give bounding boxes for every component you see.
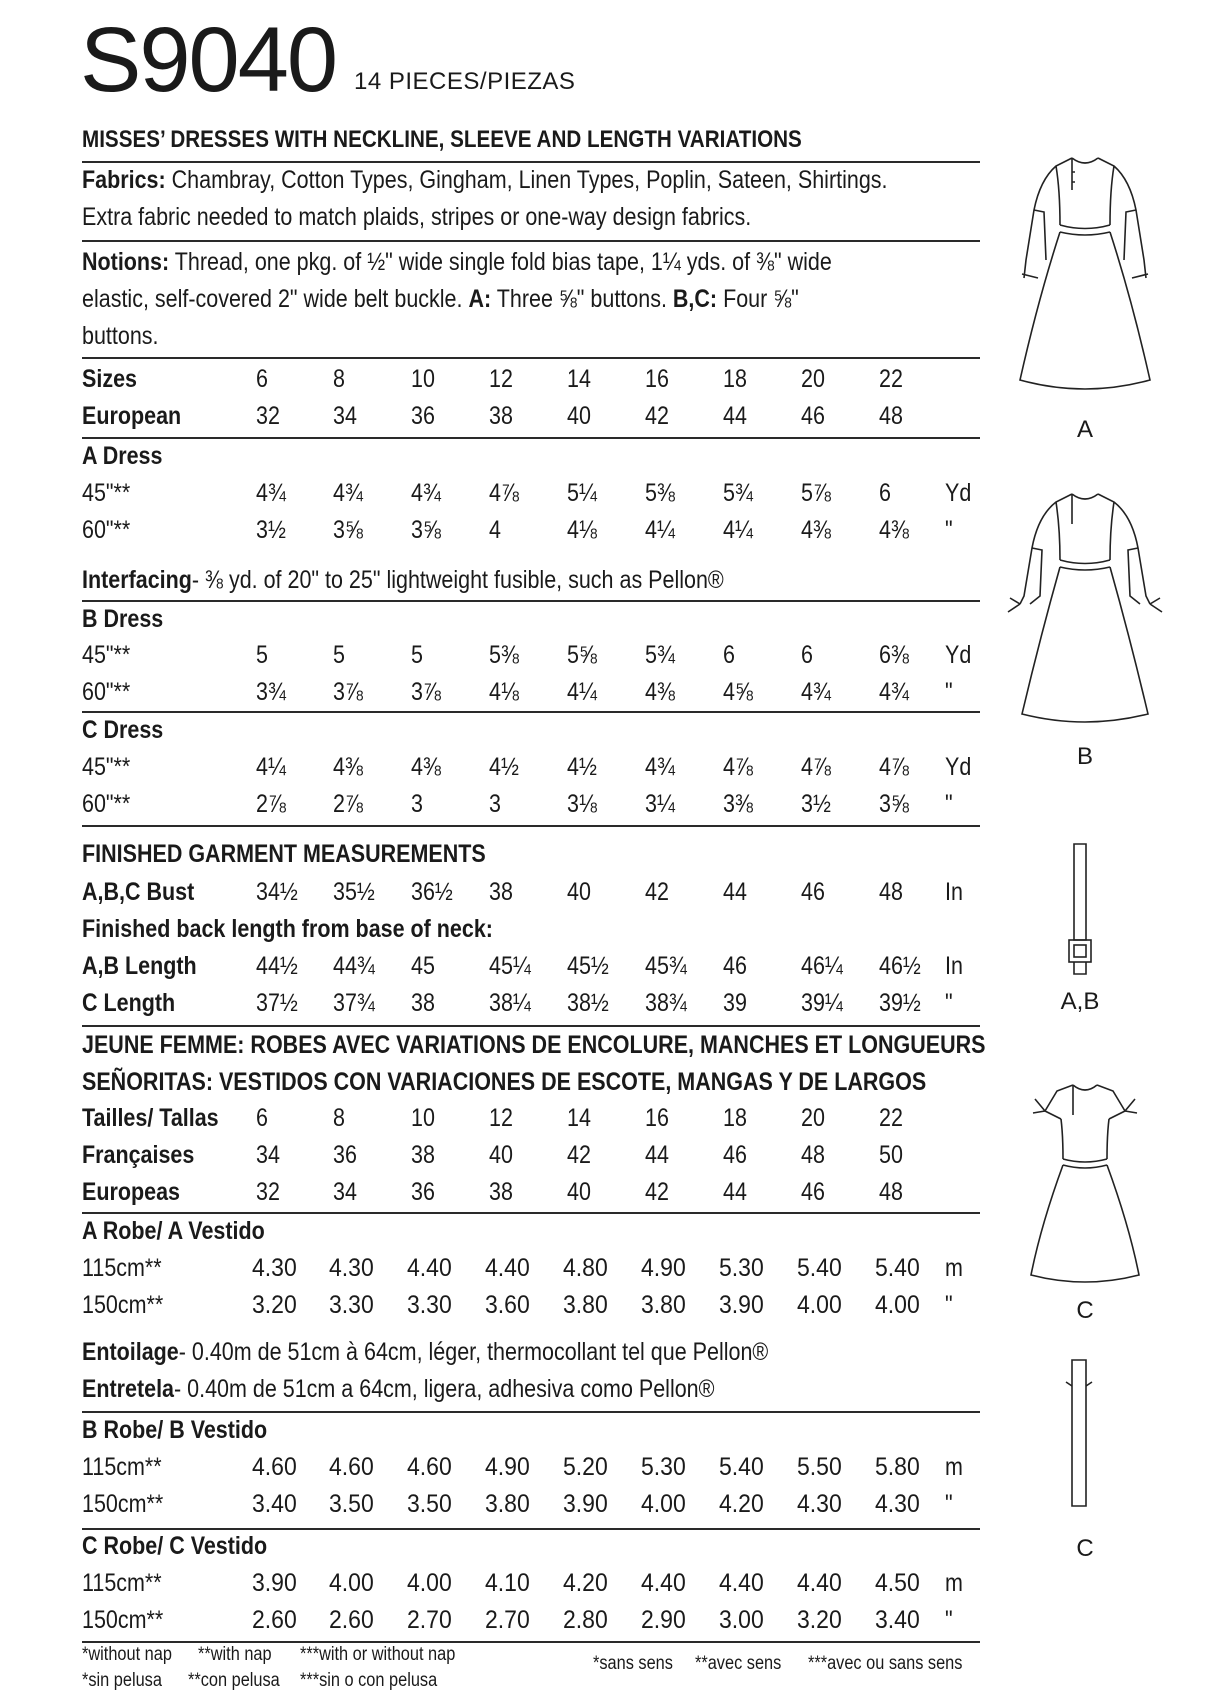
row-label: 115cm** xyxy=(82,1569,162,1597)
unit-label: m xyxy=(945,1254,963,1282)
notions-text: elastic, self-covered 2" wide belt buckle. xyxy=(82,285,469,313)
table-cell: 42 xyxy=(645,1178,669,1206)
table-cell: 4.40 xyxy=(797,1569,842,1597)
table-cell: 4⅞ xyxy=(489,479,519,507)
table-cell: 5⅜ xyxy=(645,479,675,507)
divider xyxy=(82,1528,980,1530)
table-cell: 3.20 xyxy=(797,1606,842,1634)
row-label: Europeas xyxy=(82,1178,180,1206)
table-cell: 4½ xyxy=(489,753,519,781)
table-cell: 5⅜ xyxy=(489,641,519,669)
table-cell: 3⅛ xyxy=(567,790,597,818)
table-cell: 4¼ xyxy=(723,516,753,544)
table-cell: 32 xyxy=(256,402,280,430)
table-cell: 36 xyxy=(411,402,435,430)
divider xyxy=(82,161,980,163)
table-cell: 38 xyxy=(411,989,435,1017)
table-cell: 35½ xyxy=(333,878,375,906)
table-cell: 22 xyxy=(879,1104,903,1132)
table-cell: 6 xyxy=(256,1104,268,1132)
view-b-label: B xyxy=(1076,743,1093,770)
table-cell: 40 xyxy=(567,1178,591,1206)
table-cell: 46 xyxy=(723,1141,747,1169)
table-cell: 39¼ xyxy=(801,989,843,1017)
notions-view-a-text: Three ⅝" buttons. xyxy=(491,285,673,313)
row-label: 60"** xyxy=(82,678,131,706)
row-label: C Dress xyxy=(82,716,164,744)
table-cell: 34½ xyxy=(256,878,298,906)
table-cell: 38¼ xyxy=(489,989,531,1017)
table-cell: 5.40 xyxy=(875,1254,920,1282)
table-cell: 2.60 xyxy=(329,1606,374,1634)
table-cell: 3.40 xyxy=(252,1490,297,1518)
view-c-belt-label: C xyxy=(1076,1535,1094,1562)
interfacing-line xyxy=(82,566,724,595)
table-cell: 3¾ xyxy=(256,678,286,706)
unit-label: " xyxy=(945,678,953,706)
table-cell: 4⅜ xyxy=(333,753,363,781)
divider xyxy=(82,437,980,439)
unit-label: " xyxy=(945,790,953,818)
table-cell: 10 xyxy=(411,1104,435,1132)
notions-view-bc-label: B,C: xyxy=(672,285,718,313)
unit-label: m xyxy=(945,1569,963,1597)
view-a-label: A xyxy=(1076,416,1093,443)
divider xyxy=(82,1025,980,1027)
table-cell: 4.40 xyxy=(641,1569,686,1597)
table-cell: 4.90 xyxy=(485,1453,530,1481)
table-cell: 12 xyxy=(489,1104,513,1132)
table-cell: 14 xyxy=(567,1104,591,1132)
unit-label: m xyxy=(945,1453,963,1481)
table-cell: 42 xyxy=(645,878,669,906)
table-cell: 4.40 xyxy=(719,1569,764,1597)
row-label: A Robe/ A Vestido xyxy=(82,1217,265,1245)
footnote-en-3: ***with or without nap xyxy=(300,1644,456,1665)
table-cell: 32 xyxy=(256,1178,280,1206)
table-cell: 4¾ xyxy=(411,479,441,507)
table-cell: 3.30 xyxy=(407,1291,452,1319)
table-cell: 4¾ xyxy=(256,479,286,507)
dress-a-illustration xyxy=(1010,150,1160,410)
table-cell: 12 xyxy=(489,365,513,393)
table-cell: 4.80 xyxy=(563,1254,608,1282)
table-cell: 34 xyxy=(256,1141,280,1169)
divider xyxy=(82,711,980,713)
pattern-number: S9040 xyxy=(80,9,337,111)
row-label: Tailles/ Tallas xyxy=(82,1104,219,1132)
table-cell: 37½ xyxy=(256,989,298,1017)
table-cell: 40 xyxy=(567,402,591,430)
table-cell: 4.40 xyxy=(407,1254,452,1282)
table-cell: 4.30 xyxy=(875,1490,920,1518)
table-cell: 20 xyxy=(801,1104,825,1132)
interfacing-text: - ⅜ yd. of 20" to 25" lightweight fusible, such as Pellon® xyxy=(191,566,724,594)
table-cell: 4⅞ xyxy=(801,753,831,781)
table-cell: 16 xyxy=(645,1104,669,1132)
table-cell: 4¼ xyxy=(645,516,675,544)
table-cell: 4.00 xyxy=(641,1490,686,1518)
table-cell: 4.50 xyxy=(875,1569,920,1597)
table-cell: 5¾ xyxy=(723,479,753,507)
table-cell: 4.60 xyxy=(407,1453,452,1481)
notions-line-2 xyxy=(82,285,799,314)
table-cell: 39½ xyxy=(879,989,921,1017)
table-cell: 34 xyxy=(333,402,357,430)
table-cell: 45 xyxy=(411,952,435,980)
table-cell: 4.10 xyxy=(485,1569,530,1597)
unit-label: Yd xyxy=(945,641,972,669)
entoilage-line xyxy=(82,1338,768,1367)
table-cell: 4.00 xyxy=(797,1291,842,1319)
table-cell: 4.30 xyxy=(797,1490,842,1518)
row-label: 45"** xyxy=(82,641,131,669)
table-cell: 5¼ xyxy=(567,479,597,507)
table-cell: 4.60 xyxy=(252,1453,297,1481)
table-cell: 3⅜ xyxy=(723,790,753,818)
table-cell: 4⅜ xyxy=(801,516,831,544)
row-label: 115cm** xyxy=(82,1254,162,1282)
table-cell: 50 xyxy=(879,1141,903,1169)
table-cell: 3 xyxy=(489,790,501,818)
table-cell: 38 xyxy=(489,878,513,906)
notions-line-3: buttons. xyxy=(82,322,159,350)
fabrics-line-2: Extra fabric needed to match plaids, stripes or one-way design fabrics. xyxy=(82,203,752,231)
row-label: 45"** xyxy=(82,479,131,507)
table-cell: 46¼ xyxy=(801,952,843,980)
unit-label: Yd xyxy=(945,479,972,507)
table-cell: 5.30 xyxy=(641,1453,686,1481)
table-cell: 44 xyxy=(723,878,747,906)
notions-text: Thread, one pkg. of ½" wide single fold bias tape, 1¼ yds. of ⅜" wide xyxy=(169,248,832,276)
table-cell: 3.00 xyxy=(719,1606,764,1634)
table-cell: 5.20 xyxy=(563,1453,608,1481)
table-cell: 4.00 xyxy=(875,1291,920,1319)
footnote-fr-3: ***avec ou sans sens xyxy=(808,1653,963,1674)
table-cell: 14 xyxy=(567,365,591,393)
table-cell: 2.80 xyxy=(563,1606,608,1634)
divider xyxy=(82,1641,980,1643)
table-cell: 4⅜ xyxy=(879,516,909,544)
fabrics-text: Chambray, Cotton Types, Gingham, Linen Types, Poplin, Sateen, Shirtings. xyxy=(165,166,888,194)
entretela-text: - 0.40m de 51cm a 64cm, ligera, adhesiva como Pellon® xyxy=(174,1375,715,1403)
divider xyxy=(82,1212,980,1214)
row-label: C Robe/ C Vestido xyxy=(82,1532,268,1560)
table-cell: 46 xyxy=(801,878,825,906)
belt-ab-illustration xyxy=(1060,840,1100,980)
notions-view-a-label: A: xyxy=(468,285,492,313)
table-cell: 2.70 xyxy=(485,1606,530,1634)
table-cell: 4¾ xyxy=(333,479,363,507)
table-cell: 37¾ xyxy=(333,989,375,1017)
table-cell: 4½ xyxy=(567,753,597,781)
table-cell: 5.50 xyxy=(797,1453,842,1481)
table-cell: 46 xyxy=(723,952,747,980)
footnote-en-2: **with nap xyxy=(198,1644,272,1665)
table-cell: 40 xyxy=(567,878,591,906)
row-label: 45"** xyxy=(82,753,131,781)
table-cell: 8 xyxy=(333,1104,345,1132)
footnote-es-1: *sin pelusa xyxy=(82,1670,162,1691)
row-label: 60"** xyxy=(82,516,131,544)
table-cell: 3⅞ xyxy=(411,678,441,706)
table-cell: 44 xyxy=(723,1178,747,1206)
table-cell: 44 xyxy=(723,402,747,430)
table-cell: 5⅞ xyxy=(801,479,831,507)
table-cell: 4.00 xyxy=(329,1569,374,1597)
finished-measurements-title: FINISHED GARMENT MEASUREMENTS xyxy=(82,840,486,868)
row-label: A,B,C Bust xyxy=(82,878,195,906)
table-cell: 39 xyxy=(723,989,747,1017)
table-cell: 5 xyxy=(411,641,423,669)
row-label: A,B Length xyxy=(82,952,197,980)
dress-b-illustration xyxy=(1000,488,1170,738)
table-cell: 8 xyxy=(333,365,345,393)
table-cell: 44¾ xyxy=(333,952,375,980)
table-cell: 38 xyxy=(489,402,513,430)
table-cell: 4⅞ xyxy=(723,753,753,781)
table-cell: 6 xyxy=(801,641,813,669)
table-cell: 20 xyxy=(801,365,825,393)
table-cell: 4.30 xyxy=(329,1254,374,1282)
table-cell: 3⅝ xyxy=(411,516,441,544)
table-cell: 10 xyxy=(411,365,435,393)
view-ab-belt-label: A,B xyxy=(1060,988,1100,1015)
table-cell: 48 xyxy=(879,1178,903,1206)
table-cell: 5⅝ xyxy=(567,641,597,669)
table-cell: 3.30 xyxy=(329,1291,374,1319)
table-cell: 45¼ xyxy=(489,952,531,980)
table-cell: 38 xyxy=(489,1178,513,1206)
row-label: 150cm** xyxy=(82,1291,164,1319)
table-cell: 3.80 xyxy=(563,1291,608,1319)
table-cell: 44 xyxy=(645,1141,669,1169)
unit-label: In xyxy=(945,952,963,980)
table-cell: 42 xyxy=(567,1141,591,1169)
interfacing-label: Interfacing xyxy=(82,566,192,594)
table-cell: 3.90 xyxy=(719,1291,764,1319)
table-cell: 38¾ xyxy=(645,989,687,1017)
table-cell: 46½ xyxy=(879,952,921,980)
table-cell: 4.40 xyxy=(485,1254,530,1282)
table-cell: 48 xyxy=(879,402,903,430)
entretela-line xyxy=(82,1375,714,1404)
row-label: European xyxy=(82,402,182,430)
fabrics-label: Fabrics: xyxy=(82,166,166,194)
notions-line-1 xyxy=(82,248,832,277)
table-cell: 36 xyxy=(411,1178,435,1206)
divider xyxy=(82,240,980,242)
table-cell: 2.90 xyxy=(641,1606,686,1634)
footnote-en-1: *without nap xyxy=(82,1644,172,1665)
table-cell: 3 xyxy=(411,790,423,818)
table-cell: 4¼ xyxy=(567,678,597,706)
table-cell: 4.30 xyxy=(252,1254,297,1282)
table-cell: 38 xyxy=(411,1141,435,1169)
table-cell: 2⅞ xyxy=(333,790,363,818)
divider xyxy=(82,1411,980,1413)
table-cell: 6 xyxy=(256,365,268,393)
table-cell: 4¼ xyxy=(256,753,286,781)
table-cell: 3¼ xyxy=(645,790,675,818)
table-cell: 4.00 xyxy=(407,1569,452,1597)
notions-label: Notions: xyxy=(82,248,170,276)
table-cell: 36½ xyxy=(411,878,453,906)
table-cell: 48 xyxy=(801,1141,825,1169)
divider xyxy=(82,357,980,359)
table-cell: 3½ xyxy=(256,516,286,544)
table-cell: 3⅝ xyxy=(333,516,363,544)
table-cell: 3½ xyxy=(801,790,831,818)
spanish-title: SEÑORITAS: VESTIDOS CON VARIACIONES DE ESCOTE, MANGAS Y DE LARGOS xyxy=(82,1068,927,1096)
row-label: B Dress xyxy=(82,605,164,633)
table-cell: 6 xyxy=(879,479,891,507)
notions-view-bc-text: Four ⅝" xyxy=(717,285,799,313)
footnote-fr-2: **avec sens xyxy=(695,1653,782,1674)
table-cell: 4.60 xyxy=(329,1453,374,1481)
table-cell: 4⅛ xyxy=(489,678,519,706)
dress-c-illustration xyxy=(1005,1075,1165,1295)
table-cell: 45¾ xyxy=(645,952,687,980)
table-cell: 2.70 xyxy=(407,1606,452,1634)
table-cell: 4 xyxy=(489,516,501,544)
table-cell: 5.80 xyxy=(875,1453,920,1481)
table-cell: 5.40 xyxy=(797,1254,842,1282)
table-cell: 46 xyxy=(801,1178,825,1206)
table-cell: 3.20 xyxy=(252,1291,297,1319)
pieces-count: 14 PIECES/PIEZAS xyxy=(354,68,576,95)
row-label: 150cm** xyxy=(82,1606,164,1634)
unit-label: " xyxy=(945,1291,953,1319)
pattern-title: MISSES’ DRESSES WITH NECKLINE, SLEEVE AND LENGTH VARIATIONS xyxy=(82,126,802,153)
table-cell: 5 xyxy=(333,641,345,669)
table-cell: 4⅜ xyxy=(411,753,441,781)
view-c-label: C xyxy=(1076,1297,1094,1324)
table-cell: 4¾ xyxy=(879,678,909,706)
table-cell: 2.60 xyxy=(252,1606,297,1634)
row-label: Françaises xyxy=(82,1141,195,1169)
row-label: 115cm** xyxy=(82,1453,162,1481)
french-title: JEUNE FEMME: ROBES AVEC VARIATIONS DE ENCOLURE, MANCHES ET LONGUEURS xyxy=(82,1031,986,1059)
table-cell: 4¾ xyxy=(801,678,831,706)
table-cell: 5¾ xyxy=(645,641,675,669)
unit-label: " xyxy=(945,989,953,1017)
table-cell: 3.40 xyxy=(875,1606,920,1634)
table-cell: 3.50 xyxy=(407,1490,452,1518)
table-cell: 16 xyxy=(645,365,669,393)
row-label: A Dress xyxy=(82,442,163,470)
footnote-es-2: **con pelusa xyxy=(188,1670,280,1691)
table-cell: 2⅞ xyxy=(256,790,286,818)
table-cell: 3.80 xyxy=(485,1490,530,1518)
divider xyxy=(82,825,980,827)
entoilage-label: Entoilage xyxy=(82,1338,179,1366)
table-cell: 5.40 xyxy=(719,1453,764,1481)
table-cell: 45½ xyxy=(567,952,609,980)
table-cell: 3⅝ xyxy=(879,790,909,818)
table-cell: 3.50 xyxy=(329,1490,374,1518)
table-cell: 4.20 xyxy=(563,1569,608,1597)
table-cell: 38½ xyxy=(567,989,609,1017)
fabrics-line-1 xyxy=(82,166,887,195)
row-label: 150cm** xyxy=(82,1490,164,1518)
belt-c-illustration xyxy=(1060,1356,1100,1516)
table-cell: 4⅜ xyxy=(645,678,675,706)
table-cell: 46 xyxy=(801,402,825,430)
table-cell: 4⅞ xyxy=(879,753,909,781)
unit-label: " xyxy=(945,516,953,544)
unit-label: In xyxy=(945,878,963,906)
table-cell: 3⅞ xyxy=(333,678,363,706)
table-cell: 5.30 xyxy=(719,1254,764,1282)
divider xyxy=(82,600,980,602)
table-cell: 18 xyxy=(723,365,747,393)
row-label: 60"** xyxy=(82,790,131,818)
unit-label: " xyxy=(945,1490,953,1518)
row-label: Sizes xyxy=(82,365,137,393)
table-cell: 3.60 xyxy=(485,1291,530,1319)
table-cell: 40 xyxy=(489,1141,513,1169)
entoilage-text: - 0.40m de 51cm à 64cm, léger, thermocollant tel que Pellon® xyxy=(178,1338,769,1366)
table-cell: 4.20 xyxy=(719,1490,764,1518)
table-cell: 3.90 xyxy=(252,1569,297,1597)
back-length-label: Finished back length from base of neck: xyxy=(82,915,493,943)
table-cell: 18 xyxy=(723,1104,747,1132)
table-cell: 4⅝ xyxy=(723,678,753,706)
row-label: C Length xyxy=(82,989,176,1017)
footnote-es-3: ***sin o con pelusa xyxy=(300,1670,438,1691)
table-cell: 3.80 xyxy=(641,1291,686,1319)
unit-label: Yd xyxy=(945,753,972,781)
footnote-fr-1: *sans sens xyxy=(593,1653,673,1674)
table-cell: 48 xyxy=(879,878,903,906)
table-cell: 36 xyxy=(333,1141,357,1169)
table-cell: 6 xyxy=(723,641,735,669)
table-cell: 6⅜ xyxy=(879,641,909,669)
table-cell: 3.90 xyxy=(563,1490,608,1518)
table-cell: 4.90 xyxy=(641,1254,686,1282)
table-cell: 5 xyxy=(256,641,268,669)
table-cell: 4⅛ xyxy=(567,516,597,544)
table-cell: 44½ xyxy=(256,952,298,980)
row-label: B Robe/ B Vestido xyxy=(82,1416,268,1444)
table-cell: 4¾ xyxy=(645,753,675,781)
unit-label: " xyxy=(945,1606,953,1634)
table-cell: 34 xyxy=(333,1178,357,1206)
table-cell: 42 xyxy=(645,402,669,430)
entretela-label: Entretela xyxy=(82,1375,175,1403)
table-cell: 22 xyxy=(879,365,903,393)
